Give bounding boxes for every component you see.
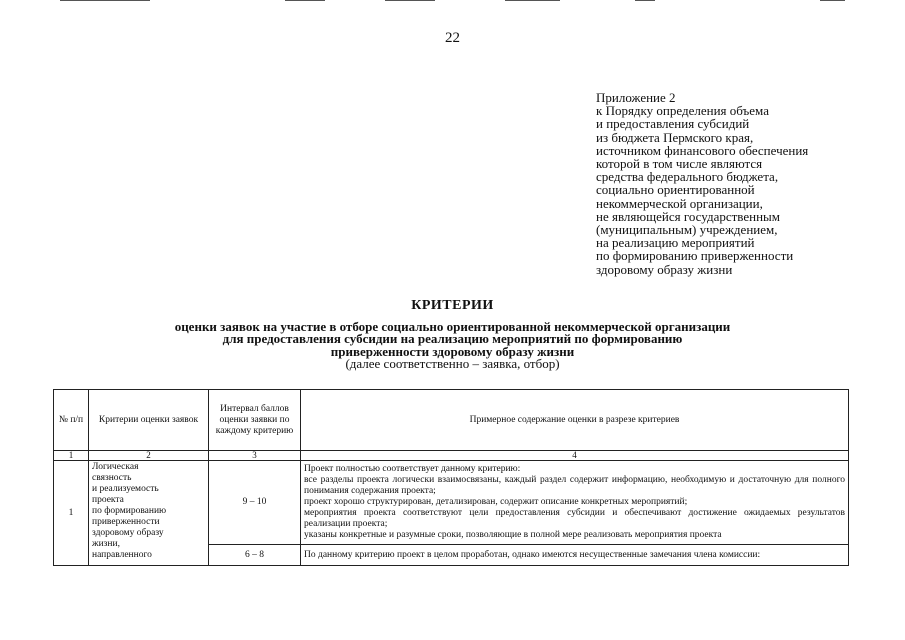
description-line: Проект полностью соответствует данному критерию: [304, 464, 521, 474]
row-number: 1 [54, 461, 89, 566]
scan-top-edge [0, 0, 905, 3]
criteria-table [53, 389, 849, 566]
description-cell [301, 461, 849, 545]
criterion-line: приверженности [92, 517, 160, 527]
page-number: 22 [445, 30, 460, 46]
criterion-line: по формированию [92, 506, 167, 516]
appendix-line: на реализацию мероприятий [596, 235, 755, 251]
description-line: все разделы проекта логически взаимосвязаны, каждый раздел содержит информацию, необходимую и достаточную для полного понимания содержания проекта; [304, 475, 845, 496]
table-row [54, 461, 849, 545]
appendix-line: и предоставления субсидий [596, 116, 750, 132]
subtitle-line: приверженности здоровому образу жизни [330, 343, 575, 359]
criterion-cell [89, 461, 209, 566]
appendix-line: здоровому образу жизни [596, 261, 733, 277]
header-criteria: Критерии оценки заявок [89, 390, 209, 451]
criterion-line: жизни, [92, 539, 120, 549]
appendix-line: некоммерческой организации, [596, 195, 763, 211]
appendix-line: (муниципальным) учреждением, [596, 222, 778, 238]
subtitle-line: для предоставления субсидии на реализацию мероприятий по формированию [222, 331, 683, 347]
column-numbers-row [54, 451, 849, 461]
table-header-row [54, 390, 849, 451]
criterion-line: связность [92, 473, 132, 483]
criterion-line: направленного [92, 550, 152, 560]
column-number: 4 [301, 451, 849, 461]
criterion-line: проекта [92, 495, 124, 505]
description-line: По данному критерию проект в целом проработан, однако имеются несущественные замечания члена комиссии: [304, 549, 761, 560]
criterion-line: Логическая [92, 462, 139, 472]
description-line: проект хорошо структурирован, детализирован, содержит описание конкретных мероприятий; [304, 497, 688, 507]
column-number: 1 [54, 451, 89, 461]
appendix-line: по формированию приверженности [596, 248, 794, 264]
description-line: указаны конкретные и разумные сроки, позволяющие в полной мере реализовать мероприятия проекта [304, 530, 722, 540]
appendix-line: к Порядку определения объема [596, 103, 769, 119]
appendix-line: Приложение 2 [596, 90, 676, 105]
document-subtitle [0, 321, 905, 370]
appendix-line: из бюджета Пермского края, [596, 129, 754, 145]
description-cell [301, 545, 849, 566]
subtitle-line: оценки заявок на участие в отборе социально ориентированной некоммерческой организации [174, 319, 731, 334]
interval-cell: 9 – 10 [209, 461, 301, 545]
header-content: Примерное содержание оценки в разрезе критериев [301, 390, 849, 451]
description-line: мероприятия проекта соответствуют цели предоставления субсидии и обеспечивают достижение ожидаемых результатов реализации проекта; [304, 508, 845, 529]
appendix-line: не являющейся государственным [596, 208, 780, 224]
appendix-line: которой в том числе являются [596, 156, 763, 172]
column-number: 3 [209, 451, 301, 461]
criterion-line: и реализуемость [92, 484, 159, 494]
interval-cell: 6 – 8 [209, 545, 301, 566]
header-num: № п/п [54, 390, 89, 451]
header-interval: Интервал баллов оценки заявки по каждому критерию [209, 390, 301, 451]
appendix-line: источником финансового обеспечения [596, 142, 809, 158]
column-number: 2 [89, 451, 209, 461]
criterion-line: здоровому образу [92, 528, 164, 538]
document-title: КРИТЕРИИ [411, 298, 494, 313]
appendix-block [596, 91, 896, 276]
appendix-line: социально ориентированной [596, 182, 755, 198]
appendix-line: средства федерального бюджета, [596, 169, 779, 185]
subtitle-note: (далее соответственно – заявка, отбор) [345, 355, 560, 371]
